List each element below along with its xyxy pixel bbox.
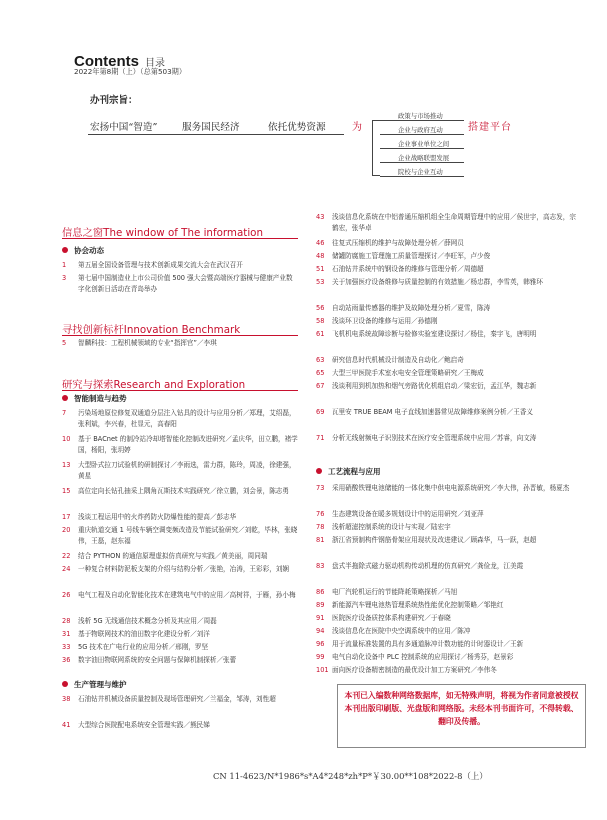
- toc-entry[interactable]: 22 结合 PYTHON 的通信原理虚拟仿真研究与实践／黄美丽，周同瑞: [62, 552, 268, 560]
- toc-entry[interactable]: 78 浅析超滤控制系统的设计与实现／陆宏宇: [316, 523, 451, 531]
- toc-entry[interactable]: 24 一种复合材料防泥板支架的介绍与结构分析／张艳，冶涛，王彩彩，刘娴: [62, 565, 289, 573]
- copyright-notice-text: 本刊已入编数种网络数据库，如无特殊声明，将视为作者同意被授权本刊出版印刷版、光盘版和网络版。未经本刊书面许可，不得转载、翻印及传播。: [344, 691, 579, 726]
- section-innovation-rule: [62, 335, 298, 336]
- platform-brace: [372, 120, 380, 176]
- toc-entry[interactable]: 96 用于流量标准装置的具有多通道脉冲计数功能的计时器设计／王新: [316, 640, 524, 648]
- contents-title: Contents: [74, 53, 139, 70]
- toc-entry[interactable]: 5 智麟科技：工程机械领域的专业“指挥官”／李琪: [62, 339, 217, 347]
- toc-entry[interactable]: 7 污染场地原位修复双通道分层注入钻具的设计与应用分析／郑理，艾绍磊，张利斌，李兴春，杜显元，高春阳: [62, 409, 296, 428]
- toc-entry[interactable]: 69 瓦里安 TRUE BEAM 电子直线加速器常见故障维修案例分析／王香义: [316, 408, 534, 416]
- toc-entry[interactable]: 1 第五届全国设备管理与技术创新成果交流大会在武汉召开: [62, 261, 243, 269]
- platform-item: 企业与政府互动: [380, 134, 464, 135]
- toc-entry[interactable]: 99 电气自动化设备中 PLC 控制系统的应用探讨／杨秀芬，赵景彩: [316, 653, 514, 661]
- issue-info: 2022年第8期（上）（总第503期）: [74, 67, 187, 76]
- toc-entry[interactable]: 31 基于物联网技术的油田数字化建设分析／刘洋: [62, 630, 210, 638]
- contents-title-cn: 目录: [145, 58, 165, 69]
- toc-entry[interactable]: 83 盘式半拖除式磁力驱动机构传动机理的仿真研究／龚俭龙，江美霞: [316, 562, 524, 570]
- section-innovation-title: 寻找创新标杆Innovation Benchmark: [62, 324, 241, 336]
- slogan-1: 宏扬中国“智造”: [90, 122, 158, 133]
- slogan-2: 服务国民经济: [182, 122, 240, 133]
- toc-entry[interactable]: 33 5G 技术在广电行业的应用分析／邢刚，罗坚: [62, 643, 209, 651]
- section-research-rule: [62, 390, 298, 391]
- toc-entry[interactable]: 26 电气工程及自动化智能化技术在建筑电气中的应用／高树祥，于雁，孙小梅: [62, 591, 296, 599]
- toc-entry[interactable]: 67 浅谈利用到机加热和烟气旁路优化机组启动／梁宏衍，孟江华，魏志新: [316, 382, 537, 390]
- bullet-icon: [62, 247, 68, 253]
- toc-entry[interactable]: 91 医院医疗设备质控体系构建研究／于春晓: [316, 614, 451, 622]
- toc-entry[interactable]: 58 浅谈环卫设备的维修与运用／孙德刚: [316, 317, 438, 325]
- toc-entry[interactable]: 61 飞机机电系统故障诊断与检修实验室建设探讨／杨佳，秦宇飞，唐明明: [316, 330, 537, 338]
- toc-entry[interactable]: 94 浅谈信息化在医院中央空调系统中的应用／陈冲: [316, 627, 471, 635]
- toc-entry[interactable]: 48 储罐防腐施工管理施工质量管理探讨／李旺军，卢少俊: [316, 252, 491, 260]
- build-platform: 搭建平台: [468, 122, 512, 133]
- toc-entry[interactable]: 17 浅谈工程运用中的火炸药防火防爆性能的提高／彭志华: [62, 513, 237, 521]
- toc-entry[interactable]: 101 面向医疗设备精密制造的最优设计加工方案研究／李伟冬: [316, 666, 497, 674]
- toc-entry[interactable]: 3 第七届中国制造业上市公司价值 500 强大会暨高端医疗器械与健康产业数字化创新日活动在青岛举办: [62, 274, 293, 293]
- slogan-wei: 为: [352, 122, 362, 133]
- platform-item: 企业事业单位之间: [380, 148, 464, 149]
- subsection-production: 生产管理与维护: [62, 679, 127, 690]
- toc-entry[interactable]: 36 数字油田物联网系统的安全问题与保障机制探析／张蕾: [62, 656, 237, 664]
- toc-entry[interactable]: 81 浙江省预制构件钢筋骨架应用现状及改进建议／顾森华，马一跃，赵超: [316, 536, 537, 544]
- bullet-icon: [62, 681, 68, 687]
- toc-entry[interactable]: 71 分析无线射频电子识别技术在医疗安全管理系统中应用／苏睿，向文涛: [316, 434, 537, 442]
- bullet-icon: [62, 395, 68, 401]
- toc-entry[interactable]: 10 基于 BACnet 的制冷站冷却塔智能化控制改进研究／孟庆华，田立鹏，褚学国，杨阳，张玥婷: [62, 435, 298, 454]
- toc-entry[interactable]: 56 自动站雨量传感器的维护及故障处理分析／夏雪，陈涛: [316, 304, 491, 312]
- subsection-process: 工艺流程与应用: [316, 466, 381, 477]
- subsection-association: 协会动态: [62, 245, 104, 256]
- toc-entry[interactable]: 51 石油钻井系统中的钢设备的维修与管理分析／周德超: [316, 265, 484, 273]
- mission-label: 办刊宗旨：: [90, 95, 138, 106]
- toc-entry[interactable]: 41 大型综合医院配电系统安全管理实践／熊民娣: [62, 721, 210, 729]
- platform-item: 政策与市场推动: [380, 120, 464, 121]
- bullet-icon: [316, 468, 322, 474]
- section-info-rule: [62, 238, 298, 239]
- toc-entry[interactable]: 86 电厂汽轮机运行的节能降耗策略探析／马旭: [316, 588, 458, 596]
- platform-item: 院校与企业互动: [380, 176, 464, 177]
- platform-item: 企业战略联盟发展: [380, 162, 464, 163]
- slogan-3: 依托优势资源: [268, 122, 326, 133]
- publication-code: CN 11-4623/N*1986*s*A4*248*zh*P*￥30.00**108*2022-8（上）: [213, 771, 488, 781]
- toc-entry[interactable]: 13 大型卧式拉刀试验机的研制探讨／李雨选，雷力群，陈玲，周凌，徐建强，黄星: [62, 461, 296, 480]
- copyright-notice: [337, 684, 586, 748]
- toc-entry[interactable]: 76 生态建筑设备在暖多规划设计中的运用研究／刘亚萍: [316, 510, 484, 518]
- toc-entry[interactable]: 65 大型三甲医院手术室水电安全管理策略研究／王梅成: [316, 369, 484, 377]
- section-info-title: 信息之窗The window of The information: [62, 227, 264, 239]
- toc-entry[interactable]: 38 石油钻井机械设备质量控制及现场管理研究／兰福金，邹涛，刘性超: [62, 695, 276, 703]
- toc-entry[interactable]: 15 高位定向长钻孔抽采上隅角瓦斯技术实践研究／徐立鹏，刘会景，陈志勇: [62, 487, 289, 495]
- subsection-smart-manufacturing: 智能制造与趋势: [62, 393, 127, 404]
- toc-entry[interactable]: 46 往复式压缩机的维护与故障处理分析／薛网员: [316, 239, 464, 247]
- toc-entry[interactable]: 73 采用硝酸铁锂电池储能的一体化集中供电电源系统研究／李大伟，孙晋敏，杨夏杰: [316, 484, 570, 492]
- toc-entry[interactable]: 53 关于加强医疗设备维修与质量控制的有效措施／杨忠群，李雪英，韩雅环: [316, 278, 543, 286]
- toc-entry[interactable]: 63 研究信息时代机械设计制造及自动化／鲍启奇: [316, 356, 464, 364]
- slogan-underline: [88, 134, 344, 135]
- toc-entry[interactable]: 28 浅析 5G 无线通信技术概念分析及其应用／周磊: [62, 617, 217, 625]
- toc-entry[interactable]: 20 重庆轨道交通 1 号线车辆空调变频改造及节能试验研究／刘乾，毕林，张晓伟，王磊，赵东福: [62, 526, 298, 545]
- section-research-title: 研究与探索Research and Exploration: [62, 379, 246, 391]
- toc-entry[interactable]: 89 新能源汽车锂电池热管理系统热性能优化控制策略／邹艳红: [316, 601, 504, 609]
- toc-entry[interactable]: 43 浅谈信息化系统在中铝普通压缩机组全生命周期管理中的应用／侯世宇，高志发，宗鹤宏，张华卓: [316, 213, 576, 232]
